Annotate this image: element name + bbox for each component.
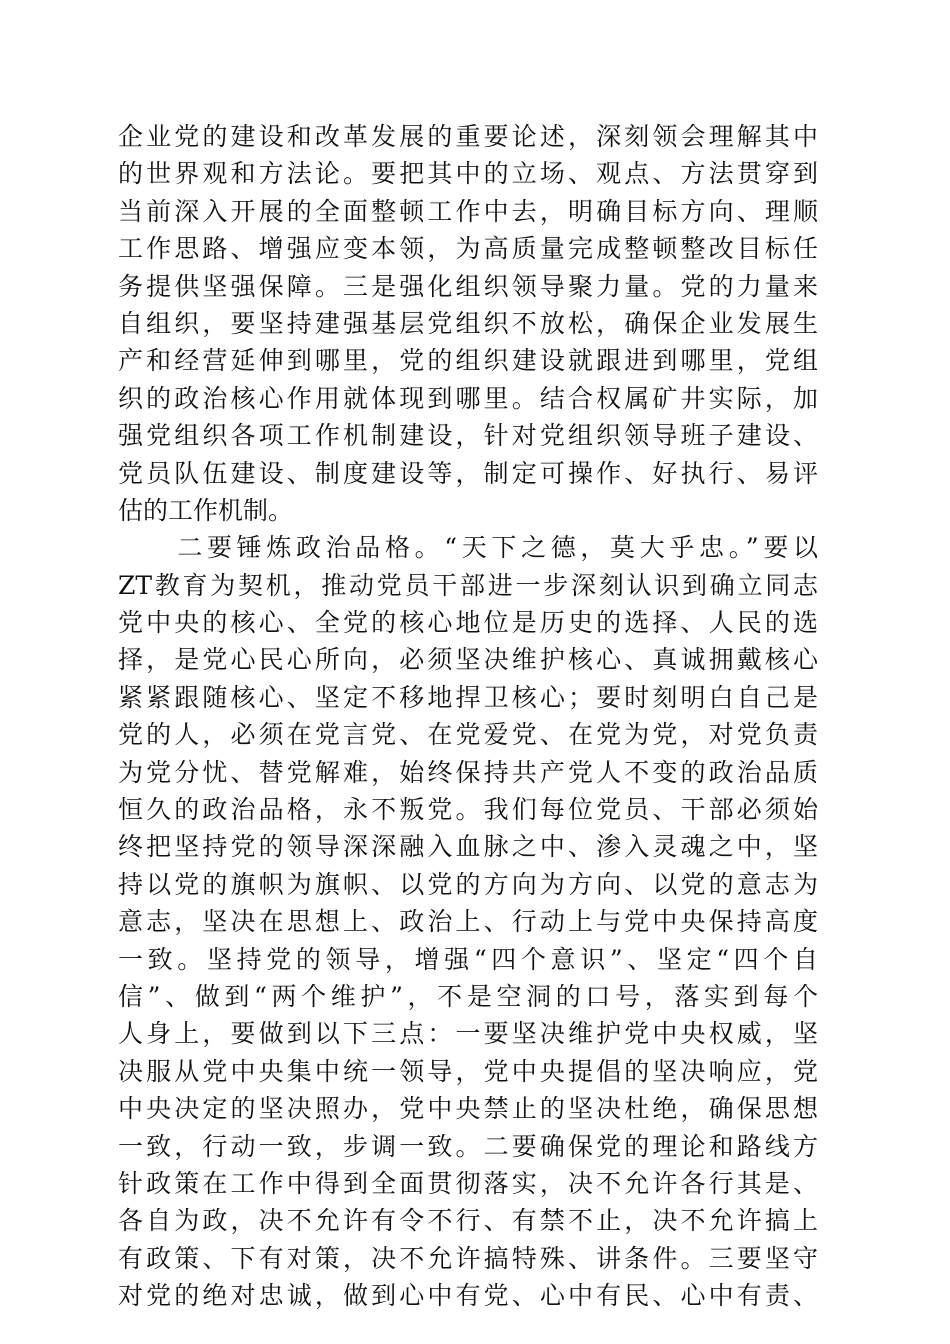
text-line: 意志，坚决在思想上、政治上、行动上与党中央保持高度 (118, 907, 818, 937)
text-line: 强党组织各项工作机制建设，针对党组织领导班子建设、 (118, 421, 818, 451)
text-line: 信”、做到“两个维护”，不是空洞的口号，落实到每个 (118, 981, 818, 1011)
text-line: 终把坚持党的领导深深融入血脉之中、渗入灵魂之中，坚 (118, 832, 818, 862)
text-line: 各自为政，决不允许有令不行、有禁不止，决不允许搞上 (118, 1206, 818, 1236)
text-line: 当前深入开展的全面整顿工作中去，明确目标方向、理顺 (118, 196, 818, 226)
text-line: ZT教育为契机，推动党员干部进一步深刻认识到确立同志 (118, 570, 818, 600)
text-line: 持以党的旗帜为旗帜、以党的方向为方向、以党的意志为 (118, 869, 818, 899)
text-line: 一致，行动一致，步调一致。二要确保党的理论和路线方 (118, 1131, 818, 1161)
text-line: 二要锤炼政治品格。“天下之德，莫大乎忠。”要以 (118, 533, 818, 563)
text-line: 织的政治核心作用就体现到哪里。结合权属矿井实际，加 (118, 383, 818, 413)
text-line: 自组织，要坚持建强基层党组织不放松，确保企业发展生 (118, 308, 818, 338)
text-line: 中央决定的坚决照办，党中央禁止的坚决杜绝，确保思想 (118, 1094, 818, 1124)
text-line: 党的人，必须在党言党、在党爱党、在党为党，对党负责 (118, 720, 818, 750)
text-line: 人身上，要做到以下三点：一要坚决维护党中央权威，坚 (118, 1019, 818, 1049)
text-line: 的世界观和方法论。要把其中的立场、观点、方法贯穿到 (118, 159, 818, 189)
text-line: 决服从党中央集中统一领导，党中央提倡的坚决响应，党 (118, 1056, 818, 1086)
text-line: 企业党的建设和改革发展的重要论述，深刻领会理解其中 (118, 122, 818, 151)
text-line: 一致。坚持党的领导，增强“四个意识”、坚定“四个自 (118, 944, 818, 974)
text-line: 党中央的核心、全党的核心地位是历史的选择、人民的选 (118, 608, 818, 638)
paragraph-1 (118, 118, 818, 529)
text-line: 务提供坚强保障。三是强化组织领导聚力量。党的力量来 (118, 271, 818, 301)
text-line: 紧紧跟随核心、坚定不移地捍卫核心；要时刻明白自己是 (118, 682, 818, 712)
text-line: 估的工作机制。 (118, 495, 294, 525)
text-line: 恒久的政治品格，永不叛党。我们每位党员、干部必须始 (118, 795, 818, 825)
text-line: 针政策在工作中得到全面贯彻落实，决不允许各行其是、 (118, 1168, 818, 1198)
text-line: 对党的绝对忠诚，做到心中有党、心中有民、心中有责、 (118, 1281, 818, 1311)
document-body (118, 118, 818, 1315)
text-line: 有政策、下有对策，决不允许搞特殊、讲条件。三要坚守 (118, 1243, 818, 1273)
text-line: 工作思路、增强应变本领，为高质量完成整顿整改目标任 (118, 234, 818, 264)
text-line: 党员队伍建设、制度建设等，制定可操作、好执行、易评 (118, 458, 818, 488)
text-line: 为党分忧、替党解难，始终保持共产党人不变的政治品质 (118, 757, 818, 787)
text-line: 产和经营延伸到哪里，党的组织建设就跟进到哪里，党组 (118, 346, 818, 376)
paragraph-2 (118, 529, 818, 1314)
text-line: 择，是党心民心所向，必须坚决维护核心、真诚拥戴核心 (118, 645, 818, 675)
